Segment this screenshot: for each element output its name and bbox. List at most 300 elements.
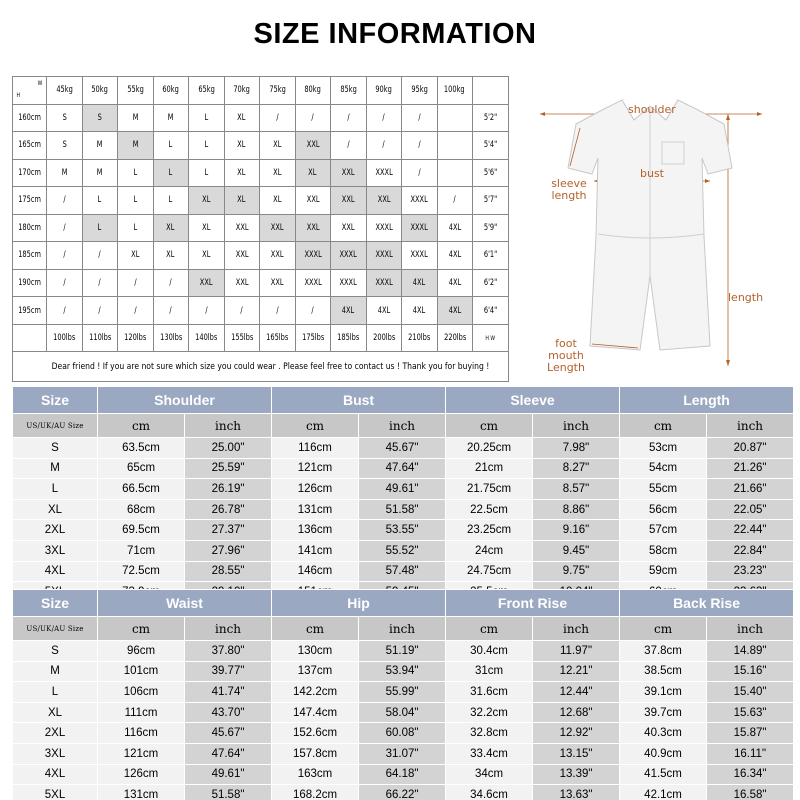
size-cell xyxy=(189,297,225,325)
weight-lbs-cell xyxy=(437,324,473,352)
height-cm-cell xyxy=(13,269,47,297)
weight-lbs-label: 200lbs xyxy=(372,333,395,344)
height-cm-cell xyxy=(13,187,47,215)
height-cm-cell xyxy=(13,214,47,242)
measurement-value: 72.5cm xyxy=(98,562,184,582)
weight-lbs-row xyxy=(13,324,509,352)
measurement-value: 53.94" xyxy=(359,662,445,682)
measurement-value: 45.67" xyxy=(359,438,445,458)
measurement-value: 13.63" xyxy=(533,785,619,800)
measurement-group-header: Sleeve xyxy=(446,387,619,413)
size-cell xyxy=(153,297,189,325)
size-cell xyxy=(153,269,189,297)
unit-header: cm xyxy=(620,414,706,437)
weight-kg-label: 50kg xyxy=(91,85,108,96)
measurement-value: 23.25cm xyxy=(446,520,532,540)
measurement-value: 126cm xyxy=(98,765,184,785)
table-row xyxy=(13,682,793,702)
shoulder-label: shoulder xyxy=(628,103,676,116)
height-ft-cell xyxy=(473,269,509,297)
size-cell xyxy=(402,214,438,242)
size-value: / xyxy=(169,305,172,316)
size-cell xyxy=(224,242,260,270)
size-cell xyxy=(189,269,225,297)
measurement-value: 38.5cm xyxy=(620,662,706,682)
measurement-value: 11.97" xyxy=(533,641,619,661)
weight-kg-label: 95kg xyxy=(410,85,428,96)
measurement-value: 34cm xyxy=(446,765,532,785)
measurement-value: 101cm xyxy=(98,662,184,682)
size-value: XL xyxy=(273,167,282,178)
measurement-table-upper xyxy=(12,386,794,603)
corner-hw-label: H W xyxy=(485,334,496,342)
size-cell xyxy=(366,104,402,132)
size-cell xyxy=(437,269,473,297)
region-size-header: US/UK/AU Size xyxy=(13,617,97,640)
size-cell xyxy=(402,159,438,187)
size-cell xyxy=(331,214,367,242)
measurement-value: 121cm xyxy=(98,744,184,764)
measurement-value: 13.39" xyxy=(533,765,619,785)
measurement-value: 22.05" xyxy=(707,500,793,520)
weight-kg-label: 75kg xyxy=(268,85,286,96)
size-cell: S xyxy=(13,641,97,661)
measurement-value: 55cm xyxy=(620,479,706,499)
weight-kg-row xyxy=(13,77,509,105)
contact-note: Dear friend ! If you are not sure which size you could wear . Please feel free to contact us ! Thank you for buying ! xyxy=(51,361,490,372)
weight-kg-cell xyxy=(118,77,154,105)
size-cell xyxy=(260,187,296,215)
region-size-header: US/UK/AU Size xyxy=(13,414,97,437)
size-cell xyxy=(118,159,154,187)
size-cell xyxy=(366,242,402,270)
measurement-value: 22.84" xyxy=(707,541,793,561)
corner-h-label: H xyxy=(16,91,21,99)
size-header: Size xyxy=(13,590,97,616)
height-row xyxy=(13,132,509,160)
group-header-row xyxy=(13,590,793,616)
table-row xyxy=(13,785,793,800)
measurement-value: 71cm xyxy=(98,541,184,561)
sleeve-length-label: sleeve length xyxy=(551,177,587,202)
measurement-value: 9.16" xyxy=(533,520,619,540)
measurement-value: 141cm xyxy=(272,541,358,561)
size-value: L xyxy=(133,195,138,206)
measurement-value: 20.87" xyxy=(707,438,793,458)
measurement-value: 24cm xyxy=(446,541,532,561)
measurement-value: 49.61" xyxy=(359,479,445,499)
size-cell xyxy=(260,214,296,242)
size-header: Size xyxy=(13,387,97,413)
size-cell xyxy=(402,187,438,215)
size-value: M xyxy=(167,112,174,123)
measurement-value: 59cm xyxy=(620,562,706,582)
unit-header: cm xyxy=(620,617,706,640)
size-cell xyxy=(437,214,473,242)
weight-kg-label: 45kg xyxy=(55,85,73,96)
size-cell xyxy=(295,297,331,325)
measurement-value: 20.25cm xyxy=(446,438,532,458)
size-value: / xyxy=(382,112,385,123)
size-cell xyxy=(295,242,331,270)
measurement-group-header: Shoulder xyxy=(98,387,271,413)
measurement-value: 21cm xyxy=(446,459,532,479)
group-header-row xyxy=(13,387,793,413)
size-value: 4XL xyxy=(377,305,390,316)
size-value: L xyxy=(204,140,209,151)
measurement-value: 24.75cm xyxy=(446,562,532,582)
height-ft-label: 5'6" xyxy=(483,167,498,178)
measurement-value: 168.2cm xyxy=(272,785,358,800)
size-value: XL xyxy=(202,222,211,233)
measurement-value: 58.04" xyxy=(359,703,445,723)
measurement-value: 55.99" xyxy=(359,682,445,702)
weight-lbs-label: 185lbs xyxy=(337,333,360,344)
size-cell xyxy=(331,297,367,325)
measurement-value: 8.27" xyxy=(533,459,619,479)
size-value: XXL xyxy=(235,222,249,233)
size-value: / xyxy=(63,195,66,206)
size-value: XXXL xyxy=(410,250,428,261)
size-cell xyxy=(82,242,118,270)
height-ft-label: 6'1" xyxy=(483,250,498,261)
weight-kg-cell xyxy=(82,77,118,105)
height-cm-cell xyxy=(13,104,47,132)
size-cell xyxy=(47,159,83,187)
measurement-value: 60.08" xyxy=(359,723,445,743)
size-value: XXL xyxy=(377,195,391,206)
size-value: L xyxy=(204,167,209,178)
size-value: XL xyxy=(273,140,282,151)
height-cm-cell xyxy=(13,242,47,270)
height-cm-cell xyxy=(13,132,47,160)
corner-cell xyxy=(13,77,47,105)
size-cell xyxy=(224,104,260,132)
measurement-value: 31cm xyxy=(446,662,532,682)
size-value: S xyxy=(97,112,102,123)
measurement-value: 8.86" xyxy=(533,500,619,520)
size-cell xyxy=(331,159,367,187)
size-cell xyxy=(437,104,473,132)
size-cell xyxy=(331,242,367,270)
weight-lbs-cell xyxy=(189,324,225,352)
size-value: XXL xyxy=(270,250,284,261)
weight-lbs-label: 140lbs xyxy=(195,333,218,344)
size-cell xyxy=(295,214,331,242)
weight-kg-label: 80kg xyxy=(304,85,321,96)
unit-header: cm xyxy=(272,617,358,640)
size-cell xyxy=(118,187,154,215)
size-value: M xyxy=(61,167,68,178)
size-value: L xyxy=(97,195,102,206)
size-cell: 4XL xyxy=(13,765,97,785)
measurement-group-header: Bust xyxy=(272,387,445,413)
size-value: XXL xyxy=(270,277,284,288)
size-cell xyxy=(224,297,260,325)
measurement-value: 12.68" xyxy=(533,703,619,723)
size-value: / xyxy=(63,305,66,316)
size-value: M xyxy=(96,140,103,151)
page-title: SIZE INFORMATION xyxy=(253,18,537,50)
size-cell xyxy=(118,269,154,297)
size-value: / xyxy=(98,250,101,261)
height-cm-label: 170cm xyxy=(18,167,41,178)
size-cell xyxy=(118,214,154,242)
size-cell xyxy=(224,269,260,297)
measurement-value: 7.98" xyxy=(533,438,619,458)
size-cell xyxy=(260,104,296,132)
measurement-value: 57cm xyxy=(620,520,706,540)
measurement-group-header: Hip xyxy=(272,590,445,616)
weight-kg-label: 65kg xyxy=(197,85,215,96)
height-cm-label: 190cm xyxy=(18,277,41,288)
size-value: 4XL xyxy=(448,222,461,233)
size-value: XXL xyxy=(235,250,249,261)
measurement-value: 12.21" xyxy=(533,662,619,682)
measurement-value: 39.77" xyxy=(185,662,271,682)
size-cell xyxy=(47,104,83,132)
empty-cell xyxy=(13,324,47,352)
size-cell xyxy=(47,269,83,297)
note-row xyxy=(13,352,509,382)
measurement-value: 25.00" xyxy=(185,438,271,458)
size-cell xyxy=(153,242,189,270)
weight-kg-cell xyxy=(366,77,402,105)
measurement-value: 22.5cm xyxy=(446,500,532,520)
weight-lbs-label: 120lbs xyxy=(124,333,147,344)
size-cell xyxy=(331,132,367,160)
measurement-value: 31.6cm xyxy=(446,682,532,702)
measurement-value: 55.52" xyxy=(359,541,445,561)
size-value: XXXL xyxy=(375,250,393,261)
size-cell xyxy=(47,187,83,215)
weight-lbs-label: 130lbs xyxy=(159,333,182,344)
measurement-value: 15.16" xyxy=(707,662,793,682)
height-ft-cell xyxy=(473,132,509,160)
size-value: XXXL xyxy=(339,250,357,261)
measurement-value: 43.70" xyxy=(185,703,271,723)
measurement-value: 47.64" xyxy=(185,744,271,764)
measurement-value: 40.3cm xyxy=(620,723,706,743)
measurement-value: 21.66" xyxy=(707,479,793,499)
size-cell xyxy=(82,269,118,297)
size-cell xyxy=(189,159,225,187)
size-value: / xyxy=(276,305,279,316)
size-value: 4XL xyxy=(448,250,461,261)
size-value: XXL xyxy=(199,277,213,288)
measurement-value: 131cm xyxy=(98,785,184,800)
size-value: M xyxy=(132,112,139,123)
size-value: 4XL xyxy=(342,305,355,316)
unit-header-row xyxy=(13,414,793,437)
size-cell xyxy=(331,269,367,297)
size-value: / xyxy=(205,305,208,316)
weight-kg-label: 100kg xyxy=(444,85,466,96)
measurement-value: 54cm xyxy=(620,459,706,479)
measurement-value: 15.63" xyxy=(707,703,793,723)
measurement-value: 51.19" xyxy=(359,641,445,661)
size-value: / xyxy=(63,277,66,288)
measurement-value: 37.80" xyxy=(185,641,271,661)
measurement-value: 63.5cm xyxy=(98,438,184,458)
height-ft-cell xyxy=(473,159,509,187)
size-cell xyxy=(260,159,296,187)
corner-cell-bottom xyxy=(473,324,509,352)
measurement-value: 96cm xyxy=(98,641,184,661)
measurement-value: 58cm xyxy=(620,541,706,561)
measurement-value: 27.96" xyxy=(185,541,271,561)
weight-kg-label: 55kg xyxy=(126,85,144,96)
size-cell xyxy=(437,242,473,270)
size-cell xyxy=(437,159,473,187)
measurement-group-header: Length xyxy=(620,387,793,413)
size-cell xyxy=(224,159,260,187)
measurement-value: 111cm xyxy=(98,703,184,723)
size-cell xyxy=(47,242,83,270)
size-value: / xyxy=(240,305,243,316)
weight-lbs-cell xyxy=(224,324,260,352)
size-value: XL xyxy=(166,222,175,233)
size-cell xyxy=(260,132,296,160)
measurement-value: 21.26" xyxy=(707,459,793,479)
size-value: XXL xyxy=(341,167,355,178)
height-ft-label: 6'4" xyxy=(483,305,498,316)
measurement-value: 22.44" xyxy=(707,520,793,540)
weight-kg-cell xyxy=(224,77,260,105)
size-value: XXXL xyxy=(375,277,393,288)
size-cell xyxy=(153,159,189,187)
height-row xyxy=(13,297,509,325)
bust-label: bust xyxy=(640,167,664,180)
measurement-value: 152.6cm xyxy=(272,723,358,743)
measurement-value: 32.2cm xyxy=(446,703,532,723)
measurement-value: 116cm xyxy=(98,723,184,743)
measurement-value: 68cm xyxy=(98,500,184,520)
weight-kg-cell xyxy=(295,77,331,105)
size-cell: XL xyxy=(13,500,97,520)
size-value: XL xyxy=(308,167,317,178)
size-value: / xyxy=(276,112,279,123)
note-cell xyxy=(13,352,509,382)
weight-lbs-cell xyxy=(47,324,83,352)
size-value: / xyxy=(418,112,421,123)
size-cell xyxy=(295,187,331,215)
height-cm-label: 195cm xyxy=(18,305,41,316)
size-cell xyxy=(224,132,260,160)
measurement-value: 121cm xyxy=(272,459,358,479)
size-value: / xyxy=(311,305,314,316)
weight-kg-cell xyxy=(402,77,438,105)
measurement-value: 31.07" xyxy=(359,744,445,764)
height-row xyxy=(13,104,509,132)
size-value: XXXL xyxy=(375,222,393,233)
size-value: M xyxy=(132,140,139,151)
weight-kg-cell xyxy=(260,77,296,105)
table-row xyxy=(13,438,793,458)
measurement-value: 13.15" xyxy=(533,744,619,764)
measurement-value: 21.75cm xyxy=(446,479,532,499)
size-cell xyxy=(82,297,118,325)
size-value: XXXL xyxy=(375,167,393,178)
table-row xyxy=(13,459,793,479)
size-cell xyxy=(331,104,367,132)
size-cell xyxy=(402,242,438,270)
size-value: XL xyxy=(202,250,211,261)
size-value: XXL xyxy=(306,195,320,206)
size-cell xyxy=(153,214,189,242)
size-value: S xyxy=(62,112,67,123)
height-ft-cell xyxy=(473,104,509,132)
size-cell xyxy=(118,297,154,325)
measurement-value: 56cm xyxy=(620,500,706,520)
weight-kg-label: 85kg xyxy=(339,85,357,96)
empty-cell xyxy=(473,77,509,105)
size-cell xyxy=(331,187,367,215)
measurement-value: 137cm xyxy=(272,662,358,682)
weight-kg-label: 60kg xyxy=(162,85,179,96)
size-cell xyxy=(82,104,118,132)
measurement-value: 12.92" xyxy=(533,723,619,743)
size-cell xyxy=(153,104,189,132)
size-value: / xyxy=(63,250,66,261)
size-cell: 3XL xyxy=(13,541,97,561)
size-value: L xyxy=(168,140,173,151)
table-row xyxy=(13,520,793,540)
measurement-value: 53.55" xyxy=(359,520,445,540)
weight-lbs-cell xyxy=(331,324,367,352)
height-ft-label: 5'9" xyxy=(483,222,498,233)
size-value: XL xyxy=(237,195,246,206)
size-cell xyxy=(295,132,331,160)
weight-lbs-cell xyxy=(260,324,296,352)
weight-lbs-label: 175lbs xyxy=(301,333,324,344)
weight-lbs-cell xyxy=(82,324,118,352)
unit-header: inch xyxy=(185,617,271,640)
size-value: L xyxy=(168,195,173,206)
size-cell: M xyxy=(13,459,97,479)
size-cell: M xyxy=(13,662,97,682)
size-cell xyxy=(402,104,438,132)
measurement-value: 16.11" xyxy=(707,744,793,764)
unit-header: cm xyxy=(98,414,184,437)
size-cell xyxy=(295,269,331,297)
table-row xyxy=(13,641,793,661)
measurement-value: 23.23" xyxy=(707,562,793,582)
height-ft-label: 5'7" xyxy=(483,195,498,206)
height-row xyxy=(13,269,509,297)
size-cell xyxy=(437,297,473,325)
size-value: XL xyxy=(237,140,246,151)
size-cell xyxy=(366,159,402,187)
jumpsuit-illustration xyxy=(510,76,788,382)
size-value: / xyxy=(98,305,101,316)
table-row xyxy=(13,703,793,723)
unit-header: cm xyxy=(272,414,358,437)
size-cell xyxy=(295,159,331,187)
size-cell: XL xyxy=(13,703,97,723)
measurement-value: 33.4cm xyxy=(446,744,532,764)
size-cell xyxy=(153,132,189,160)
height-ft-cell xyxy=(473,187,509,215)
table-row xyxy=(13,765,793,785)
measurement-value: 16.58" xyxy=(707,785,793,800)
measurement-value: 30.4cm xyxy=(446,641,532,661)
measurement-value: 9.75" xyxy=(533,562,619,582)
measurement-value: 39.7cm xyxy=(620,703,706,723)
size-cell xyxy=(366,214,402,242)
size-cell xyxy=(47,297,83,325)
size-cell xyxy=(189,104,225,132)
